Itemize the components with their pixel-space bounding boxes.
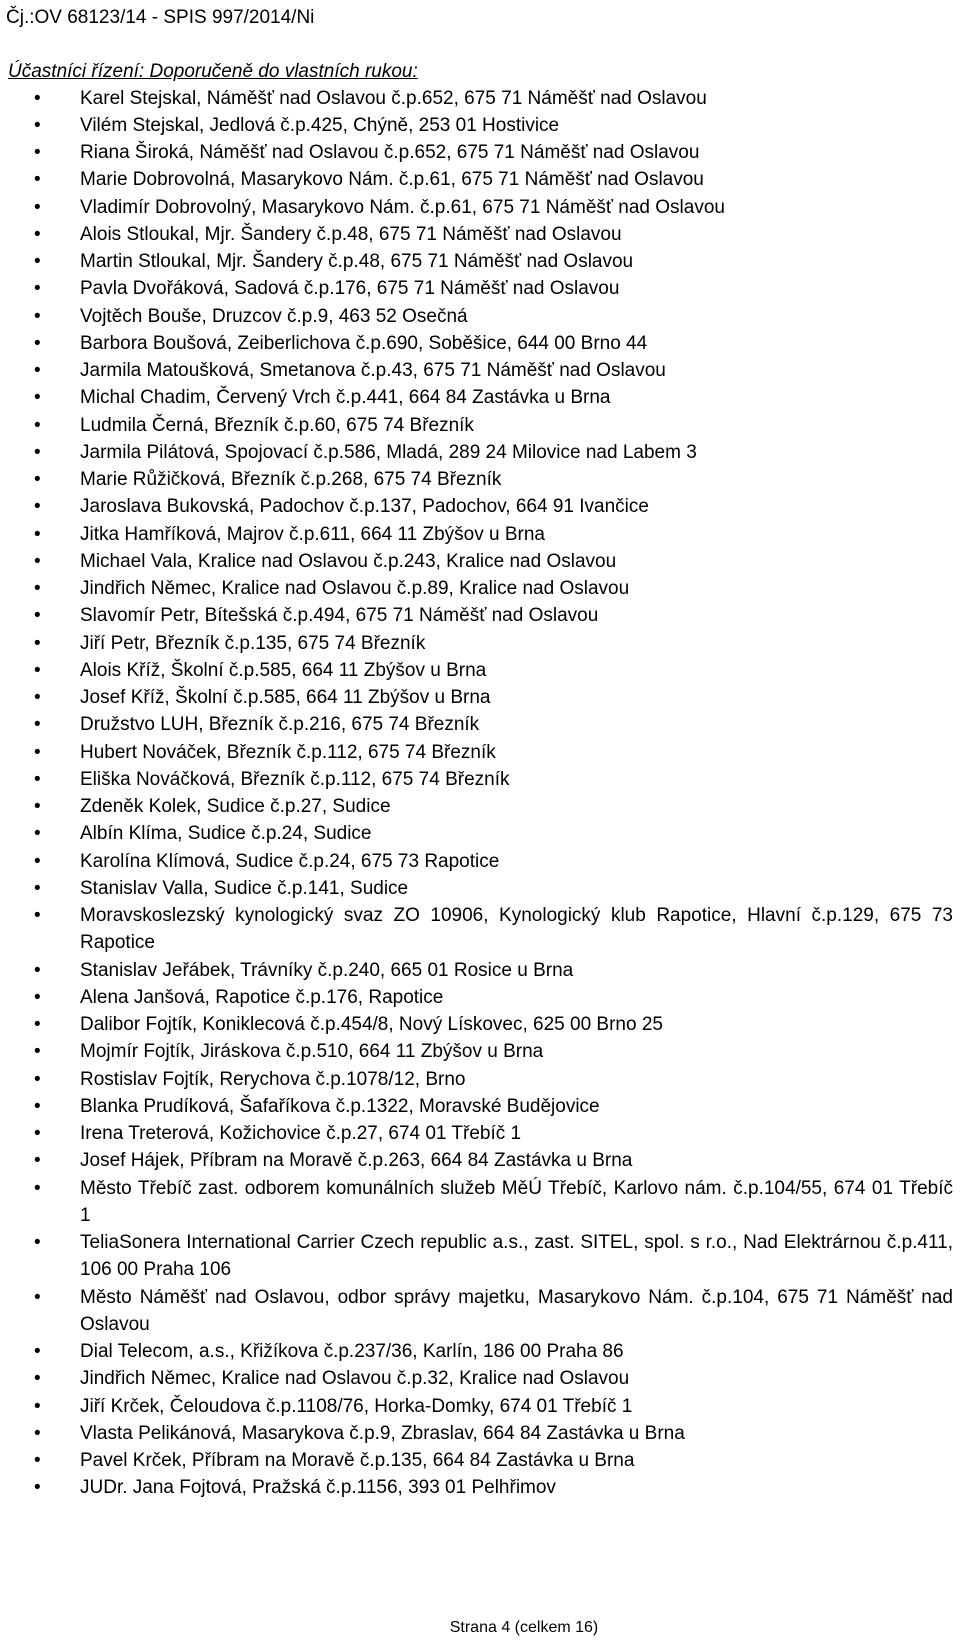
recipient-item xyxy=(0,466,960,493)
bullet-icon: • xyxy=(34,1095,41,1117)
recipient-text: Josef Kříž, Školní č.p.585, 664 11 Zbýšov u Brna xyxy=(80,687,491,708)
recipient-item xyxy=(0,1447,960,1474)
recipient-item xyxy=(0,602,960,629)
recipient-item xyxy=(0,1120,960,1147)
recipient-item xyxy=(0,875,960,902)
recipient-item xyxy=(0,848,960,875)
bullet-icon: • xyxy=(34,223,41,245)
bullet-icon: • xyxy=(34,714,41,736)
bullet-icon: • xyxy=(34,1068,41,1090)
recipient-item xyxy=(0,739,960,766)
recipient-text: Albín Klíma, Sudice č.p.24, Sudice xyxy=(80,823,372,845)
page-number: Strana 4 (celkem 16) xyxy=(449,1619,599,1636)
recipient-item xyxy=(0,303,960,330)
bullet-icon: • xyxy=(34,1041,41,1063)
recipient-text: Pavla Dvořáková, Sadová č.p.176, 675 71 Náměšť nad Oslavou xyxy=(80,278,620,300)
bullet-icon: • xyxy=(34,877,41,899)
bullet-icon: • xyxy=(34,1286,41,1308)
recipient-text: Marie Dobrovolná, Masarykovo Nám. č.p.61, 675 71 Náměšť nad Oslavou xyxy=(80,169,704,191)
bullet-icon: • xyxy=(34,605,41,627)
recipient-text: Alena Janšová, Rapotice č.p.176, Rapotice xyxy=(80,986,444,1008)
recipient-item xyxy=(0,1420,960,1447)
bullet-icon: • xyxy=(34,142,41,163)
bullet-icon: • xyxy=(34,986,41,1008)
recipient-text: Rostislav Fojtík, Rerychova č.p.1078/12, Brno xyxy=(80,1068,466,1090)
recipient-item xyxy=(0,493,960,520)
bullet-icon: • xyxy=(34,1422,41,1444)
recipient-item xyxy=(0,1338,960,1365)
recipient-text: Eliška Nováčková, Březník č.p.112, 675 74 Březník xyxy=(80,768,510,790)
recipient-text: Slavomír Petr, Bítešská č.p.494, 675 71 Náměšť nad Oslavou xyxy=(80,605,599,627)
recipient-item xyxy=(0,194,960,221)
bullet-icon: • xyxy=(34,632,41,654)
recipient-item xyxy=(0,330,960,357)
bullet-icon: • xyxy=(34,196,41,218)
recipient-text: Jiří Petr, Březník č.p.135, 675 74 Březník xyxy=(80,632,426,654)
recipient-item xyxy=(0,684,960,711)
bullet-icon: • xyxy=(34,496,41,518)
recipient-text: Jindřich Němec, Kralice nad Oslavou č.p.89, Kralice nad Oslavou xyxy=(80,578,630,599)
section-heading: Účastníci řízení: Doporučeně do vlastních rukou: xyxy=(8,61,418,82)
recipient-item xyxy=(0,630,960,657)
document-reference: Čj.:OV 68123/14 - SPIS 997/2014/Ni xyxy=(6,7,315,28)
recipient-item xyxy=(0,657,960,684)
recipient-text: Karolína Klímová, Sudice č.p.24, 675 73 Rapotice xyxy=(80,850,500,872)
bullet-icon: • xyxy=(34,1150,41,1172)
bullet-icon: • xyxy=(34,1123,41,1144)
recipient-text: Vlasta Pelikánová, Masarykova č.p.9, Zbraslav, 664 84 Zastávka u Brna xyxy=(80,1422,685,1444)
recipient-text: Marie Růžičková, Březník č.p.268, 675 74 Březník xyxy=(80,469,502,490)
bullet-icon: • xyxy=(34,1450,41,1471)
bullet-icon: • xyxy=(34,1368,41,1390)
bullet-icon: • xyxy=(34,796,41,817)
recipient-text: Dalibor Fojtík, Koniklecová č.p.454/8, Nový Lískovec, 625 00 Brno 25 xyxy=(80,1014,663,1035)
recipient-item xyxy=(0,1229,960,1284)
recipient-text: Zdeněk Kolek, Sudice č.p.27, Sudice xyxy=(80,796,391,817)
page-footer xyxy=(0,1618,960,1638)
recipient-item xyxy=(0,1011,960,1038)
bullet-icon: • xyxy=(34,823,41,845)
bullet-icon: • xyxy=(34,768,41,790)
recipient-item xyxy=(0,1284,960,1339)
recipient-item xyxy=(0,902,960,957)
recipient-item xyxy=(0,711,960,738)
recipient-item xyxy=(0,521,960,548)
recipient-item xyxy=(0,112,960,139)
recipient-text: Moravskoslezský kynologický svaz ZO 10906, Kynologický klub Rapotice, Hlavní č.p.129, 675 73 Rapotice xyxy=(80,905,953,954)
recipient-text: Dial Telecom, a.s., Křižíkova č.p.237/36, Karlín, 186 00 Praha 86 xyxy=(80,1341,624,1362)
recipient-item xyxy=(0,1175,960,1230)
bullet-icon: • xyxy=(34,414,41,436)
recipient-text: Blanka Prudíková, Šafaříkova č.p.1322, Moravské Budějovice xyxy=(80,1095,600,1117)
bullet-icon: • xyxy=(34,578,41,599)
recipient-item xyxy=(0,766,960,793)
recipient-item xyxy=(0,1066,960,1093)
recipient-text: Stanislav Jeřábek, Trávníky č.p.240, 665 01 Rosice u Brna xyxy=(80,959,574,981)
recipient-text: Pavel Krček, Příbram na Moravě č.p.135, 664 84 Zastávka u Brna xyxy=(80,1450,635,1471)
recipient-text: Michal Chadim, Červený Vrch č.p.441, 664 84 Zastávka u Brna xyxy=(80,387,611,409)
recipient-text: Jiří Krček, Čeloudova č.p.1108/76, Horka-Domky, 674 01 Třebíč 1 xyxy=(80,1395,633,1417)
recipient-text: Jaroslava Bukovská, Padochov č.p.137, Padochov, 664 91 Ivančice xyxy=(80,496,649,518)
recipient-item xyxy=(0,139,960,166)
recipient-item xyxy=(0,548,960,575)
recipient-text: Irena Treterová, Kožichovice č.p.27, 674 01 Třebíč 1 xyxy=(80,1123,522,1144)
bullet-icon: • xyxy=(34,687,41,708)
bullet-icon: • xyxy=(34,305,41,327)
bullet-icon: • xyxy=(34,469,41,490)
recipient-text: Jindřich Němec, Kralice nad Oslavou č.p.32, Kralice nad Oslavou xyxy=(80,1368,630,1390)
recipient-item xyxy=(0,1038,960,1065)
recipient-item xyxy=(0,957,960,984)
bullet-icon: • xyxy=(34,523,41,545)
bullet-icon: • xyxy=(34,360,41,381)
recipient-item xyxy=(0,1393,960,1420)
recipient-text: Město Náměšť nad Oslavou, odbor správy majetku, Masarykovo Nám. č.p.104, 675 71 Náměšť nad Oslavou xyxy=(80,1286,953,1335)
recipient-list xyxy=(0,85,960,1502)
recipient-text: Barbora Boušová, Zeiberlichova č.p.690, Soběšice, 644 00 Brno 44 xyxy=(80,332,648,354)
bullet-icon: • xyxy=(34,850,41,872)
recipient-item xyxy=(0,1474,960,1501)
recipient-text: Jarmila Matoušková, Smetanova č.p.43, 675 71 Náměšť nad Oslavou xyxy=(80,360,666,381)
bullet-icon: • xyxy=(34,1341,41,1362)
recipient-text: Družstvo LUH, Březník č.p.216, 675 74 Březník xyxy=(80,714,480,736)
recipient-item xyxy=(0,166,960,193)
recipient-item xyxy=(0,275,960,302)
bullet-icon: • xyxy=(34,332,41,354)
recipient-item xyxy=(0,1093,960,1120)
recipient-text: Vojtěch Bouše, Druzcov č.p.9, 463 52 Osečná xyxy=(80,305,468,327)
recipient-item xyxy=(0,793,960,820)
bullet-icon: • xyxy=(34,659,41,681)
recipient-item xyxy=(0,384,960,411)
recipient-item xyxy=(0,575,960,602)
recipient-text: TeliaSonera International Carrier Czech republic a.s., zast. SITEL, spol. s r.o., Nad Elektrárnou č.p.411, 106 00 Praha 106 xyxy=(80,1232,953,1281)
recipient-item xyxy=(0,85,960,112)
recipient-item xyxy=(0,820,960,847)
recipient-item xyxy=(0,1147,960,1174)
recipient-item xyxy=(0,357,960,384)
bullet-icon: • xyxy=(34,169,41,191)
recipient-text: Riana Široká, Náměšť nad Oslavou č.p.652, 675 71 Náměšť nad Oslavou xyxy=(80,142,700,163)
bullet-icon: • xyxy=(34,905,41,926)
bullet-icon: • xyxy=(34,741,41,763)
recipient-text: JUDr. Jana Fojtová, Pražská č.p.1156, 393 01 Pelhřimov xyxy=(80,1477,556,1499)
recipient-text: Alois Kříž, Školní č.p.585, 664 11 Zbýšov u Brna xyxy=(80,659,487,681)
bullet-icon: • xyxy=(34,1232,41,1253)
bullet-icon: • xyxy=(34,1477,41,1499)
bullet-icon: • xyxy=(34,550,41,572)
recipient-text: Jarmila Pilátová, Spojovací č.p.586, Mladá, 289 24 Milovice nad Labem 3 xyxy=(80,441,697,463)
bullet-icon: • xyxy=(34,1395,41,1417)
recipient-text: Stanislav Valla, Sudice č.p.141, Sudice xyxy=(80,877,409,899)
recipient-item xyxy=(0,412,960,439)
bullet-icon: • xyxy=(34,387,41,409)
recipient-text: Hubert Nováček, Březník č.p.112, 675 74 Březník xyxy=(80,741,496,763)
recipient-text: Ludmila Černá, Březník č.p.60, 675 74 Březník xyxy=(80,414,474,436)
bullet-icon: • xyxy=(34,1014,41,1035)
recipient-text: Alois Stloukal, Mjr. Šandery č.p.48, 675 71 Náměšť nad Oslavou xyxy=(80,223,622,245)
recipient-text: Josef Hájek, Příbram na Moravě č.p.263, 664 84 Zastávka u Brna xyxy=(80,1150,633,1172)
bullet-icon: • xyxy=(34,1177,41,1199)
recipient-item xyxy=(0,984,960,1011)
bullet-icon: • xyxy=(34,87,41,109)
recipient-item xyxy=(0,439,960,466)
recipient-text: Mojmír Fojtík, Jiráskova č.p.510, 664 11 Zbýšov u Brna xyxy=(80,1041,544,1063)
bullet-icon: • xyxy=(34,114,41,136)
recipient-text: Karel Stejskal, Náměšť nad Oslavou č.p.652, 675 71 Náměšť nad Oslavou xyxy=(80,87,707,109)
recipient-text: Michael Vala, Kralice nad Oslavou č.p.243, Kralice nad Oslavou xyxy=(80,550,617,572)
recipient-item xyxy=(0,1365,960,1392)
recipient-text: Jitka Hamříková, Majrov č.p.611, 664 11 Zbýšov u Brna xyxy=(80,523,545,545)
recipient-text: Vilém Stejskal, Jedlová č.p.425, Chýně, 253 01 Hostivice xyxy=(80,114,560,136)
recipient-item xyxy=(0,248,960,275)
recipient-text: Martin Stloukal, Mjr. Šandery č.p.48, 675 71 Náměšť nad Oslavou xyxy=(80,251,634,272)
bullet-icon: • xyxy=(34,278,41,300)
recipient-text: Město Třebíč zast. odborem komunálních služeb MěÚ Třebíč, Karlovo nám. č.p.104/55, 674 01 Třebíč 1 xyxy=(80,1177,953,1226)
bullet-icon: • xyxy=(34,441,41,463)
recipient-item xyxy=(0,221,960,248)
recipient-text: Vladimír Dobrovolný, Masarykovo Nám. č.p.61, 675 71 Náměšť nad Oslavou xyxy=(80,196,725,218)
bullet-icon: • xyxy=(34,251,41,272)
bullet-icon: • xyxy=(34,959,41,981)
